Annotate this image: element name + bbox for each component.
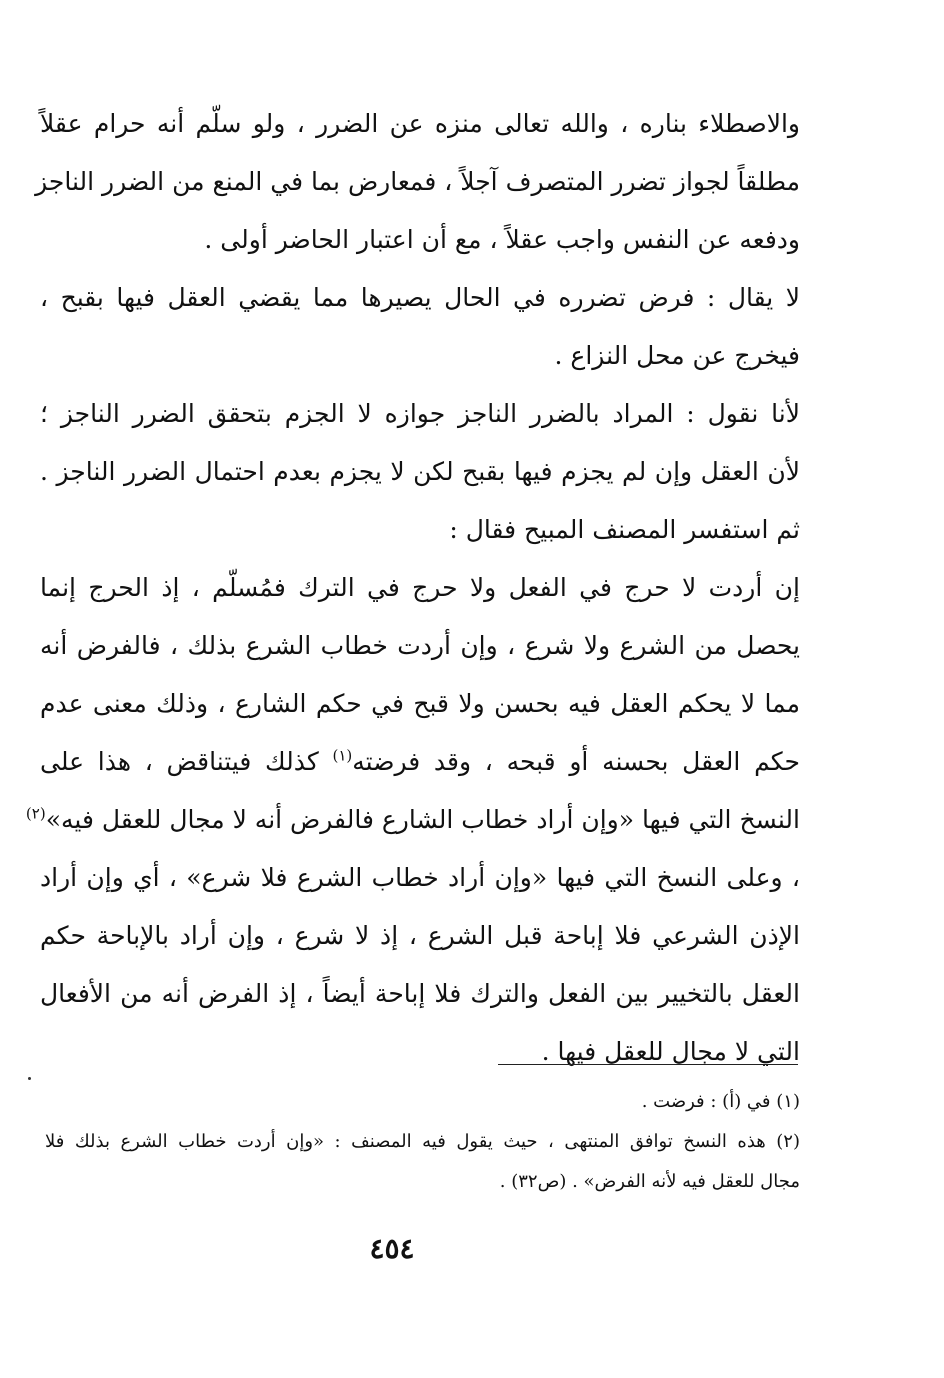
text-line: لأنا نقول : المراد بالضرر الناجز جوازه لا الجزم بتحقق الضرر الناجز ؛ bbox=[40, 399, 800, 428]
text-line: التي لا مجال للعقل فيها . bbox=[541, 1037, 800, 1066]
text-line: فيخرج عن محل النزاع . bbox=[554, 341, 800, 370]
footnote-1: (١) في (أ) : فرضت . bbox=[641, 1091, 800, 1112]
footnote-2-line-2: مجال للعقل فيه لأنه الفرض» . (ص٣٢) . bbox=[499, 1171, 800, 1192]
text-line: مطلقاً لجواز تضرر المتصرف آجلاً ، فمعارض بما في المنع من الضرر الناجز bbox=[35, 167, 800, 196]
text-line: والاصطلاء بناره ، والله تعالى منزه عن الضرر ، ولو سلّم أنه حرام عقلاً bbox=[40, 109, 800, 138]
text-line: ثم استفسر المصنف المبيح فقال : bbox=[449, 515, 800, 544]
text-line: لا يقال : فرض تضرره في الحال يصيرها مما يقضي العقل فيها بقبح ، bbox=[40, 283, 800, 312]
scan-speck bbox=[28, 1077, 31, 1080]
text-segment: النسخ التي فيها «وإن أراد خطاب الشارع فالفرض أنه لا مجال للعقل فيه» bbox=[45, 805, 800, 834]
text-segment: كذلك فيتناقض ، هذا على bbox=[40, 747, 333, 776]
footnotes-block bbox=[45, 1082, 800, 1202]
text-line: مما لا يحكم العقل فيه بحسن ولا قبح في حكم الشارع ، وذلك معنى عدم bbox=[40, 689, 800, 718]
footnote-separator bbox=[498, 1064, 798, 1065]
text-line: العقل بالتخيير بين الفعل والترك فلا إباحة أيضاً ، إذ الفرض أنه من الأفعال bbox=[40, 979, 800, 1008]
text-line-with-footnote-1 bbox=[40, 733, 800, 791]
page-number: ٤٥٤ bbox=[369, 1232, 415, 1265]
text-line: يحصل من الشرع ولا شرع ، وإن أردت خطاب الشرع بذلك ، فالفرض أنه bbox=[40, 631, 800, 660]
footnote-ref-1[interactable]: (١) bbox=[332, 746, 353, 765]
text-segment: حكم العقل بحسنه أو قبحه ، وقد فرضته bbox=[352, 747, 800, 776]
footnote-ref-2[interactable]: (٢) bbox=[25, 804, 46, 823]
text-line: الإذن الشرعي فلا إباحة قبل الشرع ، إذ لا شرع ، وإن أراد بالإباحة حكم bbox=[40, 921, 800, 950]
text-line: إن أردت لا حرج في الفعل ولا حرج في الترك فمُسلّم ، إذ الحرج إنما bbox=[40, 573, 800, 602]
text-line: ، وعلى النسخ التي فيها «وإن أراد خطاب الشرع فلا شرع» ، أي وإن أراد bbox=[40, 863, 800, 892]
footnote-2-line-1: (٢) هذه النسخ توافق المنتهى ، حيث يقول فيه المصنف : «وإن أردت خطاب الشرع بذلك فلا bbox=[45, 1131, 800, 1152]
text-line-with-footnote-2 bbox=[25, 791, 800, 849]
text-line: لأن العقل وإن لم يجزم فيها بقبح لكن لا يجزم بعدم احتمال الضرر الناجز . bbox=[40, 457, 800, 486]
text-line: ودفعه عن النفس واجب عقلاً ، مع أن اعتبار الحاضر أولى . bbox=[204, 225, 800, 254]
main-text-block bbox=[25, 95, 800, 1081]
